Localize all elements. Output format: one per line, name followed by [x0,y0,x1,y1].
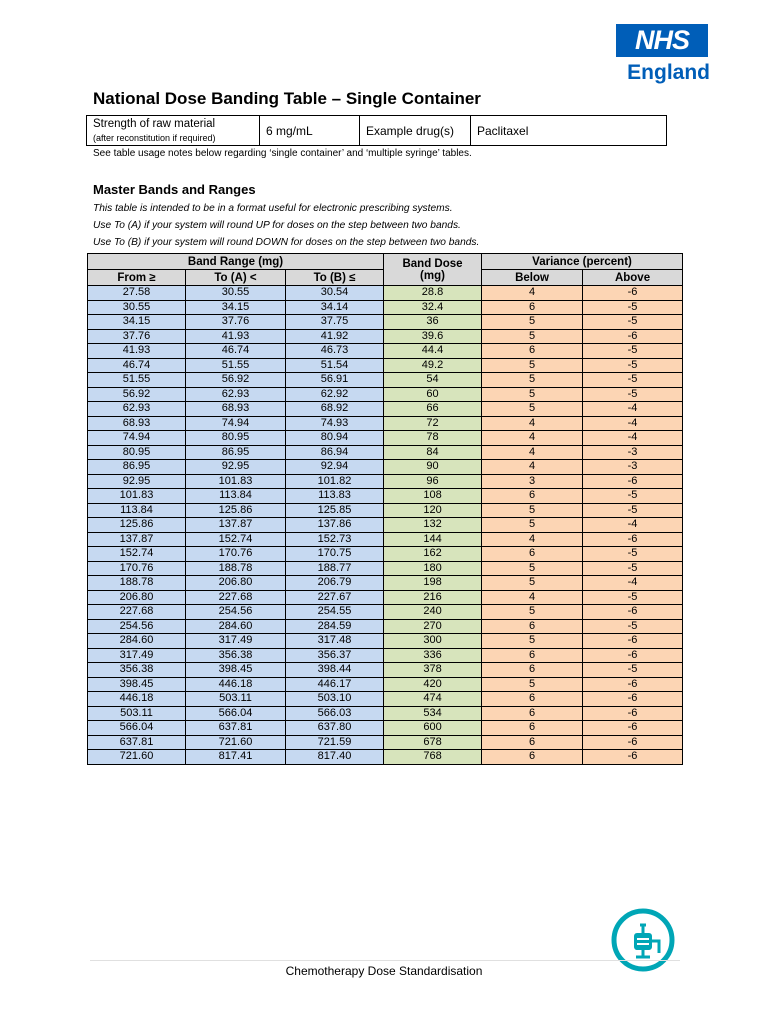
cell-variance-above: -5 [583,344,683,359]
cell-to-b: 721.59 [286,735,384,750]
cell-to-b: 62.92 [286,387,384,402]
cell-to-a: 74.94 [186,416,286,431]
cell-variance-below: 6 [482,663,583,678]
cell-from: 566.04 [88,721,186,736]
cell-from: 137.87 [88,532,186,547]
table-row [88,489,683,504]
cell-from: 92.95 [88,474,186,489]
cell-to-a: 92.95 [186,460,286,475]
cell-to-b: 137.86 [286,518,384,533]
cell-from: 254.56 [88,619,186,634]
cell-from: 170.76 [88,561,186,576]
cell-to-b: 206.79 [286,576,384,591]
cell-variance-below: 5 [482,605,583,620]
cell-variance-above: -4 [583,416,683,431]
cell-variance-above: -6 [583,532,683,547]
cell-variance-above: -6 [583,605,683,620]
cell-variance-above: -4 [583,402,683,417]
cell-to-b: 46.73 [286,344,384,359]
table-row [88,315,683,330]
strength-sublabel: (after reconstitution if required) [93,132,216,143]
cell-band-dose: 132 [384,518,482,533]
cell-from: 51.55 [88,373,186,388]
cell-band-dose: 600 [384,721,482,736]
cell-variance-above: -6 [583,634,683,649]
cell-band-dose: 72 [384,416,482,431]
cell-to-b: 86.94 [286,445,384,460]
cell-variance-above: -6 [583,692,683,707]
cell-variance-below: 5 [482,503,583,518]
cell-variance-below: 5 [482,677,583,692]
cell-from: 101.83 [88,489,186,504]
cell-variance-above: -4 [583,431,683,446]
cell-to-a: 152.74 [186,532,286,547]
table-row [88,503,683,518]
cell-from: 284.60 [88,634,186,649]
cell-variance-below: 5 [482,329,583,344]
cell-variance-below: 4 [482,416,583,431]
cell-to-b: 254.55 [286,605,384,620]
cell-from: 721.60 [88,750,186,765]
cell-from: 86.95 [88,460,186,475]
cell-variance-below: 6 [482,750,583,765]
cell-from: 62.93 [88,402,186,417]
cell-variance-below: 5 [482,358,583,373]
table-row [88,286,683,301]
cell-band-dose: 32.4 [384,300,482,315]
col-to-b-header: To (B) ≤ [286,270,384,286]
cell-to-b: 446.17 [286,677,384,692]
cell-to-b: 227.67 [286,590,384,605]
cell-variance-above: -5 [583,561,683,576]
cell-variance-above: -6 [583,329,683,344]
cell-variance-below: 6 [482,619,583,634]
cell-variance-below: 5 [482,373,583,388]
cell-to-a: 137.87 [186,518,286,533]
cell-band-dose: 44.4 [384,344,482,359]
footer-divider [90,960,680,961]
cell-variance-above: -5 [583,663,683,678]
instruction-line: Use To (A) if your system will round UP for doses on the step between two bands. [93,220,461,231]
cell-variance-below: 5 [482,518,583,533]
drug-label: Example drug(s) [360,116,471,146]
cell-variance-above: -5 [583,547,683,562]
table-row [88,358,683,373]
cell-variance-above: -5 [583,619,683,634]
cell-band-dose: 66 [384,402,482,417]
table-row [88,692,683,707]
cell-to-a: 113.84 [186,489,286,504]
cell-from: 398.45 [88,677,186,692]
cell-variance-above: -5 [583,373,683,388]
table-row [88,474,683,489]
band-dose-title: Band Dose [402,257,463,270]
instruction-line: Use To (B) if your system will round DOWN for doses on the step between two bands. [93,237,480,248]
cell-from: 37.76 [88,329,186,344]
cell-to-a: 817.41 [186,750,286,765]
cell-to-b: 356.37 [286,648,384,663]
table-row [88,663,683,678]
cell-band-dose: 90 [384,460,482,475]
table-row [88,721,683,736]
cell-from: 113.84 [88,503,186,518]
table-row [88,561,683,576]
footer-text: Chemotherapy Dose Standardisation [285,964,483,978]
cell-to-a: 637.81 [186,721,286,736]
cell-from: 152.74 [88,547,186,562]
cell-to-b: 188.77 [286,561,384,576]
cell-band-dose: 198 [384,576,482,591]
table-row [88,735,683,750]
cell-from: 227.68 [88,605,186,620]
cell-variance-above: -6 [583,286,683,301]
cell-variance-above: -6 [583,648,683,663]
usage-note: See table usage notes below regarding ‘single container’ and ‘multiple syringe’ tables. [93,148,472,159]
cell-band-dose: 768 [384,750,482,765]
cell-to-b: 37.75 [286,315,384,330]
table-row [88,373,683,388]
col-to-a-header: To (A) < [186,270,286,286]
cell-from: 446.18 [88,692,186,707]
cell-variance-above: -5 [583,315,683,330]
cell-to-a: 721.60 [186,735,286,750]
cell-to-b: 34.14 [286,300,384,315]
cell-variance-below: 5 [482,315,583,330]
cell-variance-below: 4 [482,532,583,547]
cell-band-dose: 270 [384,619,482,634]
cell-to-b: 68.92 [286,402,384,417]
cell-to-a: 101.83 [186,474,286,489]
cell-from: 68.93 [88,416,186,431]
cell-band-dose: 216 [384,590,482,605]
cell-to-a: 254.56 [186,605,286,620]
col-above-header: Above [583,270,683,286]
table-row [88,634,683,649]
cell-band-dose: 420 [384,677,482,692]
cell-band-dose: 240 [384,605,482,620]
cell-from: 125.86 [88,518,186,533]
cell-to-b: 101.82 [286,474,384,489]
cell-to-b: 170.75 [286,547,384,562]
strength-label-cell [87,116,260,146]
cell-band-dose: 144 [384,532,482,547]
cell-to-b: 317.48 [286,634,384,649]
cell-variance-above: -5 [583,300,683,315]
table-row [88,576,683,591]
table-row [88,344,683,359]
cell-to-a: 125.86 [186,503,286,518]
cell-variance-above: -4 [583,518,683,533]
cell-to-b: 113.83 [286,489,384,504]
cell-to-b: 637.80 [286,721,384,736]
cell-from: 80.95 [88,445,186,460]
cell-to-a: 227.68 [186,590,286,605]
nhs-logo-region: England [627,61,710,84]
cell-to-a: 284.60 [186,619,286,634]
cell-variance-above: -5 [583,358,683,373]
cell-to-a: 356.38 [186,648,286,663]
table-row [88,387,683,402]
cell-variance-below: 5 [482,561,583,576]
cell-to-a: 206.80 [186,576,286,591]
cell-to-a: 62.93 [186,387,286,402]
cell-to-a: 80.95 [186,431,286,446]
cell-to-a: 398.45 [186,663,286,678]
cell-to-a: 34.15 [186,300,286,315]
cell-variance-above: -4 [583,576,683,591]
cell-to-a: 68.93 [186,402,286,417]
table-row [88,416,683,431]
cell-variance-below: 6 [482,547,583,562]
cell-from: 206.80 [88,590,186,605]
cell-variance-above: -3 [583,445,683,460]
cell-to-a: 86.95 [186,445,286,460]
cell-variance-below: 6 [482,706,583,721]
section-title: Master Bands and Ranges [93,182,256,197]
table-row [88,518,683,533]
cell-variance-below: 4 [482,590,583,605]
cell-to-b: 284.59 [286,619,384,634]
nhs-logo-mark: NHS [616,24,708,57]
dose-table-body [88,286,683,765]
cell-variance-below: 4 [482,286,583,301]
strength-value: 6 mg/mL [260,116,360,146]
cell-to-b: 56.91 [286,373,384,388]
cell-variance-below: 6 [482,344,583,359]
cell-from: 188.78 [88,576,186,591]
cell-variance-below: 5 [482,634,583,649]
cell-band-dose: 96 [384,474,482,489]
cell-from: 356.38 [88,663,186,678]
cell-band-dose: 49.2 [384,358,482,373]
cell-to-b: 41.92 [286,329,384,344]
cell-band-dose: 300 [384,634,482,649]
table-row [88,750,683,765]
table-row [88,460,683,475]
cell-to-a: 51.55 [186,358,286,373]
cell-to-b: 80.94 [286,431,384,446]
cell-to-a: 317.49 [186,634,286,649]
cell-band-dose: 28.8 [384,286,482,301]
cell-variance-above: -5 [583,489,683,504]
cell-to-a: 41.93 [186,329,286,344]
band-range-header: Band Range (mg) [88,254,384,270]
cell-band-dose: 78 [384,431,482,446]
cell-band-dose: 378 [384,663,482,678]
cell-band-dose: 120 [384,503,482,518]
cell-variance-below: 6 [482,489,583,504]
cell-to-b: 92.94 [286,460,384,475]
info-table [86,115,667,146]
cell-band-dose: 474 [384,692,482,707]
cell-to-b: 74.93 [286,416,384,431]
cell-variance-below: 3 [482,474,583,489]
cell-from: 27.58 [88,286,186,301]
cell-band-dose: 84 [384,445,482,460]
cell-variance-below: 5 [482,576,583,591]
cell-to-a: 56.92 [186,373,286,388]
cell-to-b: 503.10 [286,692,384,707]
cell-band-dose: 108 [384,489,482,504]
cell-band-dose: 39.6 [384,329,482,344]
cell-from: 30.55 [88,300,186,315]
cell-to-a: 503.11 [186,692,286,707]
cell-variance-below: 4 [482,445,583,460]
table-row [88,590,683,605]
band-dose-unit: (mg) [420,269,445,282]
cell-to-b: 566.03 [286,706,384,721]
cell-to-a: 188.78 [186,561,286,576]
cell-variance-below: 6 [482,692,583,707]
table-row [88,402,683,417]
cell-to-a: 170.76 [186,547,286,562]
cell-variance-above: -6 [583,474,683,489]
cell-to-a: 566.04 [186,706,286,721]
table-row [88,431,683,446]
cell-variance-below: 6 [482,300,583,315]
cell-from: 317.49 [88,648,186,663]
cell-variance-below: 5 [482,402,583,417]
cell-from: 34.15 [88,315,186,330]
cell-band-dose: 534 [384,706,482,721]
table-row [88,445,683,460]
cell-variance-above: -6 [583,750,683,765]
table-row [88,605,683,620]
band-dose-header [384,254,482,286]
cell-variance-above: -6 [583,706,683,721]
cell-to-b: 817.40 [286,750,384,765]
cell-from: 56.92 [88,387,186,402]
cell-from: 74.94 [88,431,186,446]
nhs-england-logo [616,24,710,84]
table-row [88,677,683,692]
cell-from: 503.11 [88,706,186,721]
cell-band-dose: 60 [384,387,482,402]
table-row [88,706,683,721]
cell-from: 637.81 [88,735,186,750]
table-row [88,532,683,547]
table-row [88,300,683,315]
variance-header: Variance (percent) [482,254,683,270]
cell-variance-above: -5 [583,503,683,518]
cell-to-b: 51.54 [286,358,384,373]
cell-variance-above: -5 [583,387,683,402]
cell-from: 46.74 [88,358,186,373]
cell-to-a: 37.76 [186,315,286,330]
cell-to-a: 46.74 [186,344,286,359]
drug-value: Paclitaxel [471,116,667,146]
cell-variance-above: -5 [583,590,683,605]
cell-variance-above: -6 [583,721,683,736]
cell-variance-below: 6 [482,735,583,750]
cell-to-b: 152.73 [286,532,384,547]
cell-band-dose: 54 [384,373,482,388]
cell-variance-below: 6 [482,648,583,663]
cell-variance-below: 4 [482,460,583,475]
cell-band-dose: 678 [384,735,482,750]
table-row [88,619,683,634]
dose-banding-table [87,253,683,765]
cell-to-a: 30.55 [186,286,286,301]
cell-to-a: 446.18 [186,677,286,692]
cell-variance-below: 6 [482,721,583,736]
cell-to-b: 398.44 [286,663,384,678]
col-from-header: From ≥ [88,270,186,286]
instruction-line: This table is intended to be in a format useful for electronic prescribing systems. [93,203,453,214]
cell-band-dose: 180 [384,561,482,576]
cell-band-dose: 336 [384,648,482,663]
cell-band-dose: 162 [384,547,482,562]
strength-label: Strength of raw material [93,117,216,130]
cell-variance-below: 4 [482,431,583,446]
cell-band-dose: 36 [384,315,482,330]
cell-to-b: 125.85 [286,503,384,518]
table-row [88,547,683,562]
col-below-header: Below [482,270,583,286]
cell-from: 41.93 [88,344,186,359]
cell-variance-below: 5 [482,387,583,402]
page-title: National Dose Banding Table – Single Container [93,89,481,108]
cell-to-b: 30.54 [286,286,384,301]
table-row [88,648,683,663]
cell-variance-above: -3 [583,460,683,475]
cell-variance-above: -6 [583,677,683,692]
table-row [88,329,683,344]
cell-variance-above: -6 [583,735,683,750]
